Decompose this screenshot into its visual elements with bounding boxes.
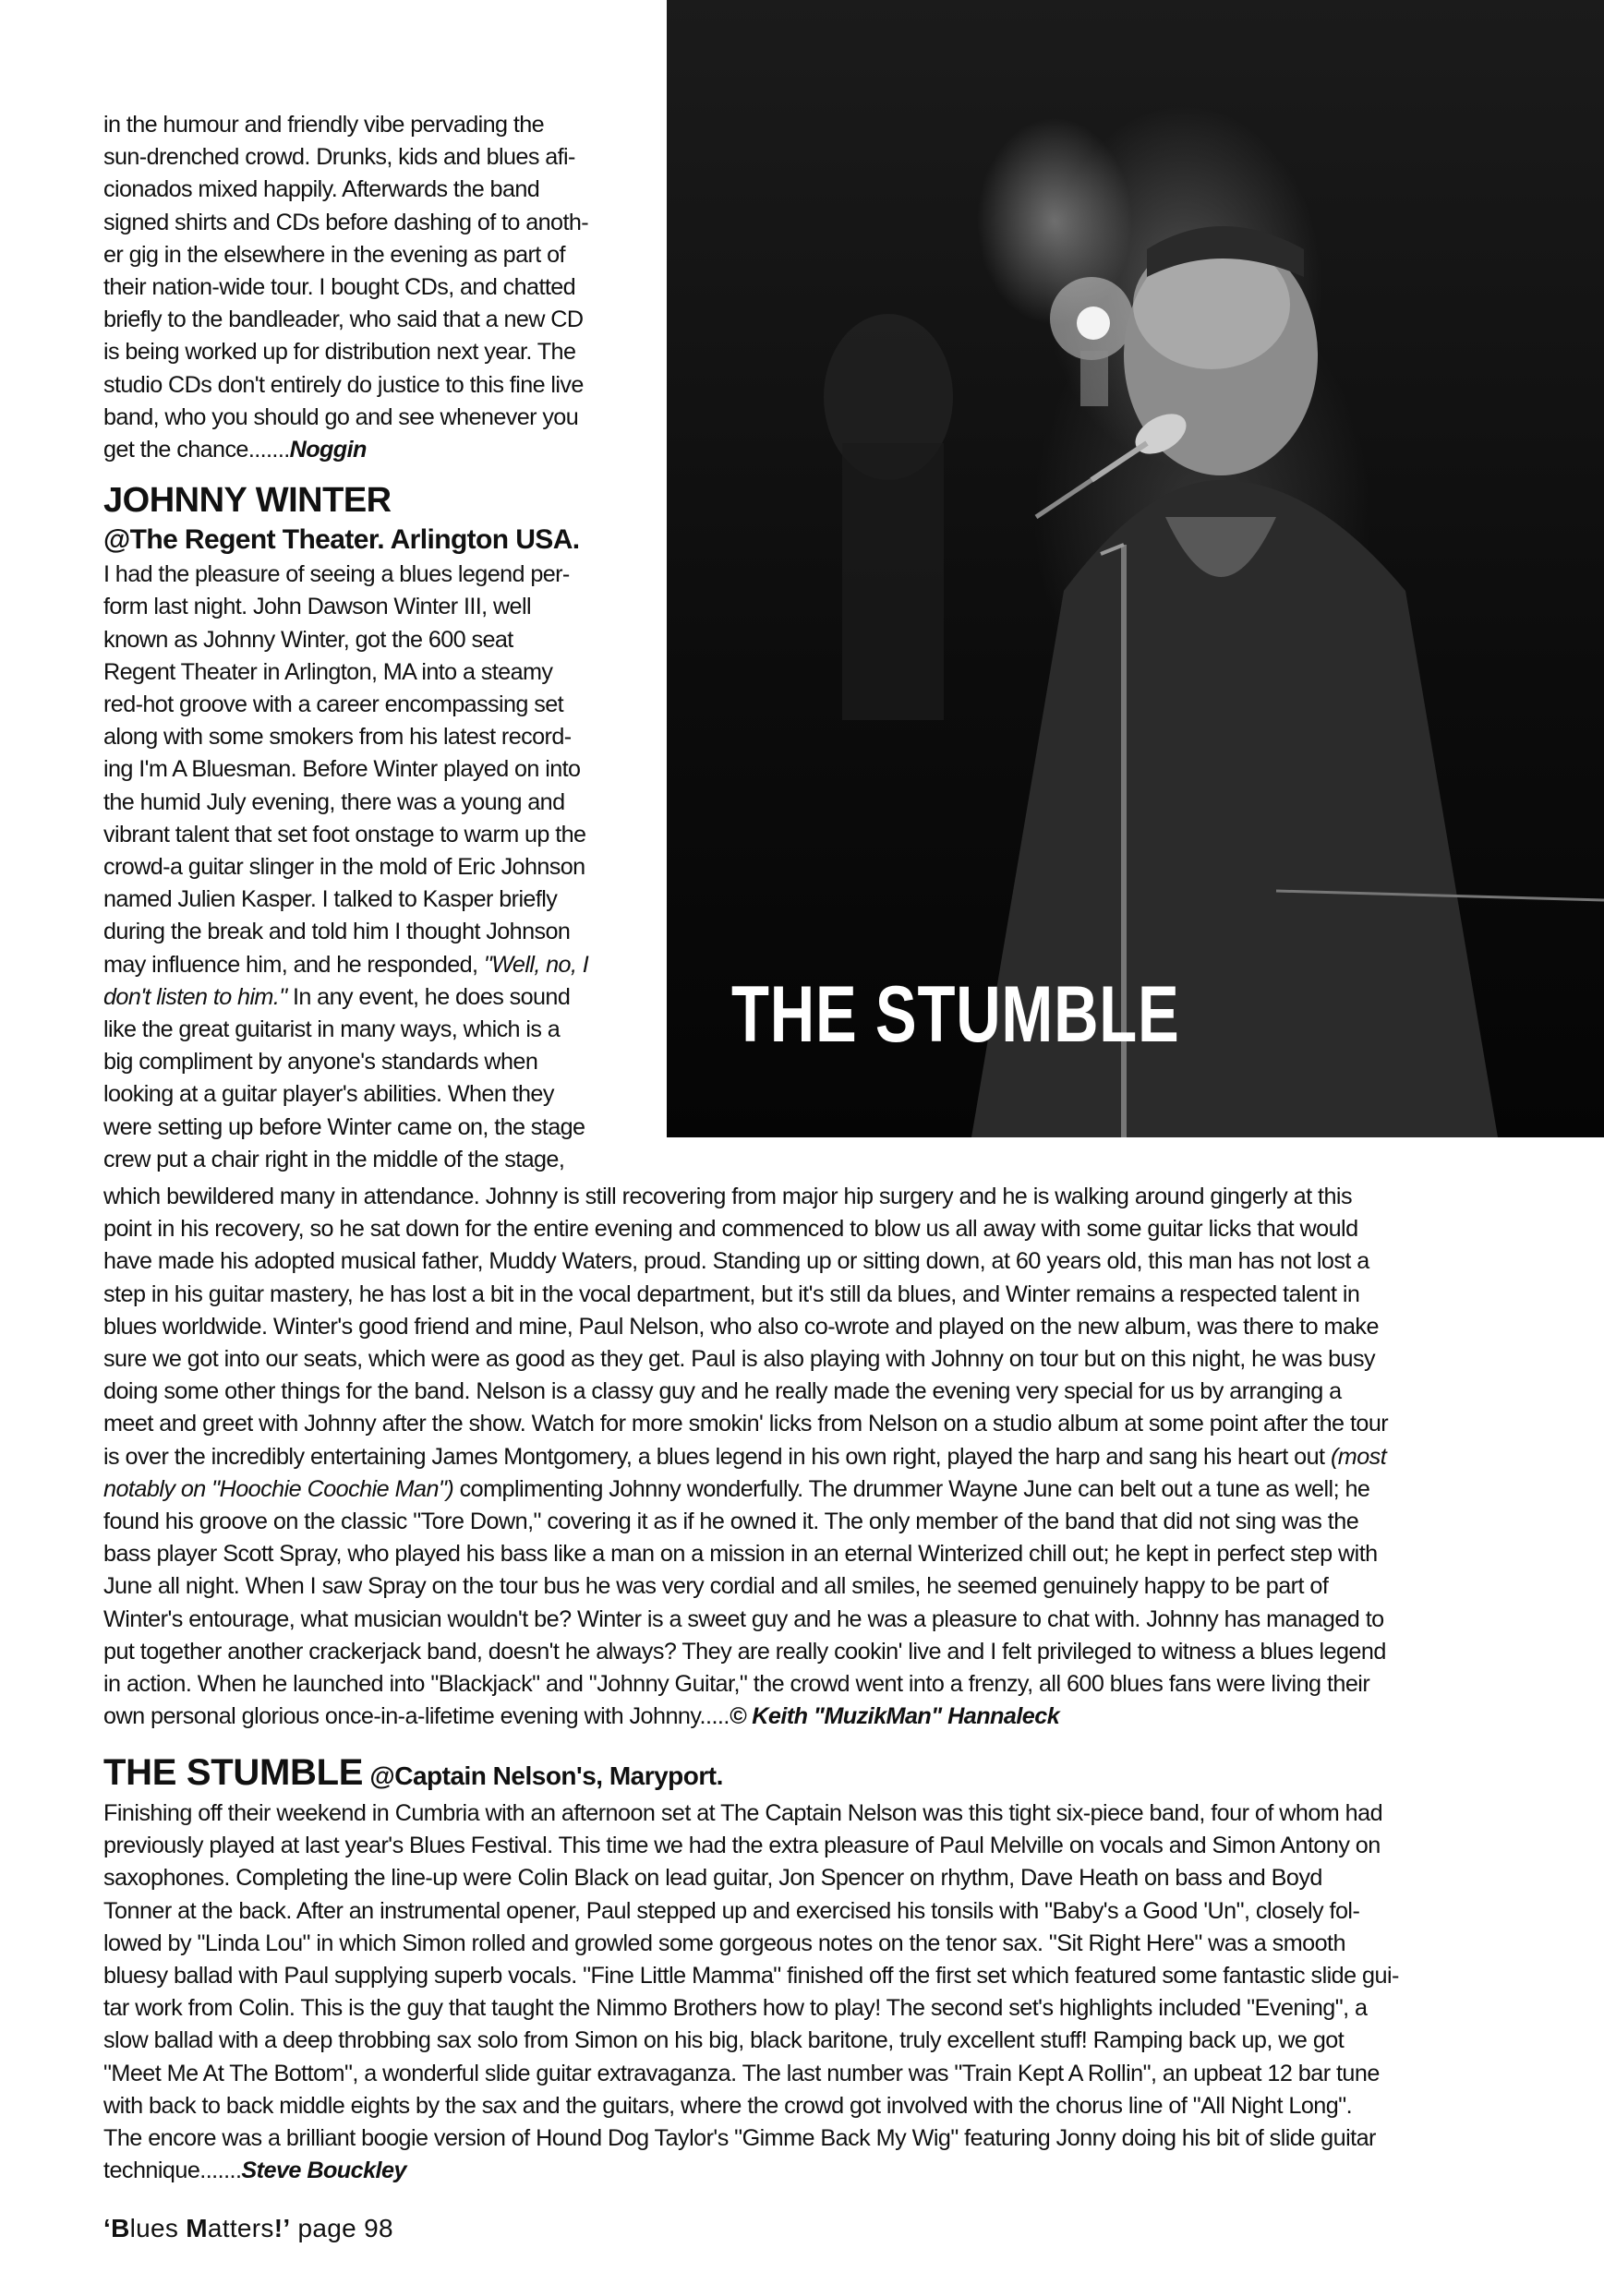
text-line: which bewildered many in attendance. Johnny is still recovering from major hip surgery and he is walking around gingerly at this <box>103 1184 1353 1209</box>
text-line: looking at a guitar player's abilities. When they <box>103 1081 554 1108</box>
left-column <box>103 109 637 1176</box>
text-line: crew put a chair right in the middle of the stage, <box>103 1146 565 1172</box>
text-line: "Meet Me At The Bottom", a wonderful slide guitar extravaganza. The last number was "Train Kept A Rollin", an upbeat 12 bar tune <box>103 2060 1380 2086</box>
text-line <box>103 1441 1507 1473</box>
footer-text: B <box>111 2214 130 2242</box>
text-line <box>103 1473 1507 1506</box>
johnny-winter-heading: JOHNNY WINTER <box>103 481 392 521</box>
photo-caption: THE STUMBLE <box>731 970 1180 1059</box>
text-line: cionados mixed happily. Afterwards the band <box>103 176 540 203</box>
text-line <box>103 434 637 466</box>
text-line <box>103 2155 1507 2187</box>
text-line: er gig in the elsewhere in the evening as part of <box>103 241 565 268</box>
text-line: Winter's entourage, what musician wouldn't be? Winter is a sweet guy and he was a pleasure to chat with. Johnny has managed to <box>103 1605 1384 1632</box>
page-number: page 98 <box>290 2214 393 2242</box>
text-line <box>103 949 637 981</box>
text-line: in action. When he launched into "Blackjack" and "Johnny Guitar," the crowd went into a frenzy, all 600 blues fans were living their <box>103 1671 1370 1698</box>
footer-text: ‘ <box>103 2214 112 2242</box>
text-line: sure we got into our seats, which were as good as they get. Paul is also playing with Johnny on tour but on this night, he was busy <box>103 1346 1376 1373</box>
johnny-winter-paragraph <box>103 559 637 1176</box>
text-line: signed shirts and CDs before dashing of to anoth- <box>103 209 589 235</box>
text-line: meet and greet with Johnny after the show. Watch for more smokin' licks from Nelson on a studio album at some point after the tour <box>103 1411 1389 1437</box>
text-line: with back to back middle eights by the sax and the guitars, where the crowd got involved with the chorus line of "All Night Long". <box>103 2092 1353 2119</box>
quote-italic: "Well, no, I <box>483 951 589 978</box>
text-line: studio CDs don't entirely do justice to this fine live <box>103 371 584 398</box>
text-line: I had the pleasure of seeing a blues legend per- <box>103 561 570 588</box>
text-line: briefly to the bandleader, who said that a new CD <box>103 307 584 333</box>
text-line <box>103 981 637 1014</box>
johnny-winter-venue: @The Regent Theater. Arlington USA. <box>103 524 580 556</box>
intro-byline: Noggin <box>289 437 367 463</box>
text-line: named Julien Kasper. I talked to Kasper briefly <box>103 886 558 913</box>
footer-text: atters <box>207 2214 274 2242</box>
footer-text: ’ <box>283 2214 291 2242</box>
intro-last-text: get the chance....... <box>103 437 290 463</box>
text-line: previously played at last year's Blues Festival. This time we had the extra pleasure of Paul Melville on vocals and Simon Antony on <box>103 1833 1381 1859</box>
text-line: blues worldwide. Winter's good friend and mine, Paul Nelson, who also co-wrote and played on the new album, was there to make <box>103 1313 1379 1340</box>
quote-italic: don't listen to him." <box>103 983 287 1010</box>
text-line: is being worked up for distribution next year. The <box>103 339 576 366</box>
text-line: put together another crackerjack band, doesn't he always? They are really cookin' live and I felt privileged to witness a blues legend <box>103 1638 1386 1665</box>
text-segment: own personal glorious once-in-a-lifetime evening with Johnny..... <box>103 1703 730 1730</box>
text-line: vibrant talent that set foot onstage to warm up the <box>103 821 586 847</box>
stumble-heading <box>103 1752 723 1794</box>
footer-text: lues <box>129 2214 187 2242</box>
stumble-paragraph <box>103 1797 1507 2187</box>
text-line: in the humour and friendly vibe pervading the <box>103 112 545 138</box>
text-line: Tonner at the back. After an instrumental opener, Paul stepped up and exercised his tonsils with "Baby's a Good 'Un", closely fol- <box>103 1897 1360 1924</box>
text-segment: complimenting Johnny wonderfully. The drummer Wayne June can belt out a tune as well; he <box>453 1475 1370 1502</box>
footer-text: M <box>186 2214 208 2242</box>
text-line: Regent Theater in Arlington, MA into a steamy <box>103 658 553 685</box>
text-line: slow ballad with a deep throbbing sax solo from Simon on his big, black baritone, truly excellent stuff! Ramping back up, we got <box>103 2027 1345 2054</box>
johnny-winter-continuation <box>103 1181 1507 1733</box>
text-line: doing some other things for the band. Nelson is a classy guy and he really made the evening very special for us by arranging a <box>103 1378 1342 1405</box>
photo-scene <box>667 0 1604 1137</box>
text-line: step in his guitar mastery, he has lost a bit in the vocal department, but it's still da blues, and Winter remains a respected talent in <box>103 1280 1360 1307</box>
text-line: June all night. When I saw Spray on the tour bus he was very cordial and all smiles, he seemed genuinely happy to be part of <box>103 1573 1329 1600</box>
text-line: point in his recovery, so he sat down for the entire evening and commenced to blow us all away with some guitar licks that would <box>103 1216 1358 1243</box>
intro-paragraph <box>103 109 637 466</box>
johnny-byline: © Keith "MuzikMan" Hannaleck <box>729 1703 1060 1730</box>
italic-aside: (most <box>1330 1443 1387 1470</box>
text-line: saxophones. Completing the line-up were Colin Black on lead guitar, Jon Spencer on rhythm, Dave Heath on bass and Boyd <box>103 1865 1322 1892</box>
band-photo <box>667 0 1604 1137</box>
text-segment: may influence him, and he responded, <box>103 951 478 978</box>
text-segment: In any event, he does sound <box>286 983 571 1010</box>
text-line: known as Johnny Winter, got the 600 seat <box>103 626 513 653</box>
text-line: red-hot groove with a career encompassing set <box>103 691 564 718</box>
text-line: ing I'm A Bluesman. Before Winter played on into <box>103 756 581 783</box>
text-line: along with some smokers from his latest record- <box>103 724 572 751</box>
italic-aside: notably on "Hoochie Coochie Man") <box>103 1475 454 1502</box>
text-line: bluesy ballad with Paul supplying superb vocals. "Fine Little Mamma" finished off the first set which featured some fantastic slide gui- <box>103 1963 1399 1989</box>
stumble-review <box>103 1797 1507 2187</box>
text-line: found his groove on the classic "Tore Down," covering it as if he owned it. The only member of the band that did not sing was the <box>103 1509 1359 1535</box>
continuation-paragraph <box>103 1181 1507 1733</box>
text-line: form last night. John Dawson Winter III, well <box>103 594 531 620</box>
text-line: crowd-a guitar slinger in the mold of Eric Johnson <box>103 854 585 881</box>
text-line: bass player Scott Spray, who played his bass like a man on a mission in an eternal Winterized chill out; he kept in perfect step with <box>103 1541 1378 1568</box>
page-footer <box>103 2214 393 2243</box>
text-line: during the break and told him I thought Johnson <box>103 919 571 945</box>
text-line: big compliment by anyone's standards when <box>103 1049 538 1076</box>
text-line: lowed by "Linda Lou" in which Simon rolled and growled some gorgeous notes on the tenor sax. "Sit Right Here" was a smooth <box>103 1929 1345 1956</box>
text-line: like the great guitarist in many ways, which is a <box>103 1016 561 1043</box>
text-line: sun-drenched crowd. Drunks, kids and blues afi- <box>103 144 575 171</box>
text-line: were setting up before Winter came on, the stage <box>103 1113 585 1140</box>
stumble-title: THE STUMBLE <box>103 1752 364 1793</box>
text-line: their nation-wide tour. I bought CDs, and chatted <box>103 274 576 301</box>
text-line: have made his adopted musical father, Muddy Waters, proud. Standing up or sitting down, at 60 years old, this man has not lost a <box>103 1248 1369 1275</box>
text-line: the humid July evening, there was a young and <box>103 788 565 815</box>
text-line: band, who you should go and see whenever you <box>103 403 579 430</box>
text-line <box>103 1701 1507 1733</box>
stumble-byline: Steve Bouckley <box>241 2158 406 2184</box>
text-segment: technique....... <box>103 2158 242 2184</box>
text-line: Finishing off their weekend in Cumbria with an afternoon set at The Captain Nelson was this tight six-piece band, four of whom had <box>103 1800 1383 1826</box>
footer-text: ! <box>273 2214 283 2242</box>
text-segment: is over the incredibly entertaining James Montgomery, a blues legend in his own right, played the harp and sang his heart out <box>103 1443 1331 1470</box>
text-line: tar work from Colin. This is the guy that taught the Nimmo Brothers how to play! The second set's highlights included "Evening", a <box>103 1995 1368 2022</box>
stumble-venue: @Captain Nelson's, Maryport. <box>363 1761 723 1790</box>
text-line: The encore was a brilliant boogie version of Hound Dog Taylor's "Gimme Back My Wig" featuring Jonny doing his bit of slide guitar <box>103 2125 1376 2152</box>
